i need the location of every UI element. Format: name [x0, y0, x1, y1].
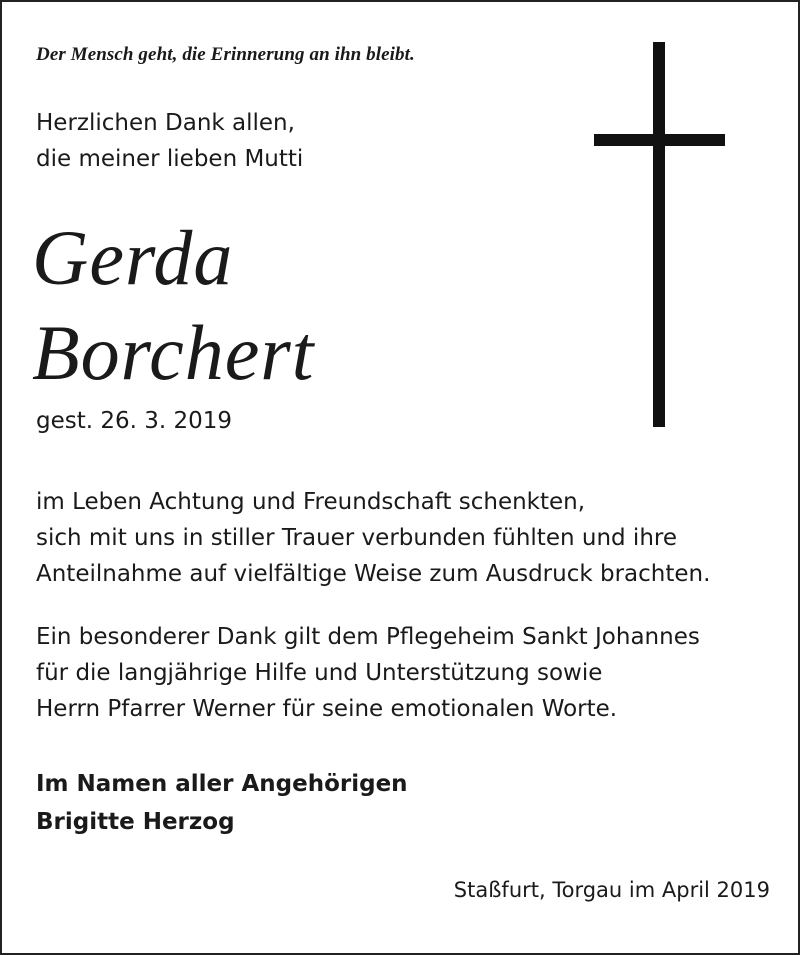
cross-horizontal-bar [594, 134, 725, 146]
thanks-line: Herrn Pfarrer Werner für seine emotionalen Worte. [36, 696, 618, 722]
intro-text [36, 105, 303, 177]
signature-name: Brigitte Herzog [36, 809, 235, 835]
intro-line: die meiner lieben Mutti [36, 146, 304, 172]
signature-line: Im Namen aller Angehörigen [36, 771, 408, 797]
place-date: Staßfurt, Torgau im April 2019 [453, 878, 770, 902]
thanks-line: für die langjährige Hilfe und Unterstützung sowie [36, 660, 603, 686]
cross-icon [594, 42, 725, 427]
deceased-name [32, 210, 314, 400]
thanks-paragraph-2 [36, 619, 700, 727]
thanks-line: im Leben Achtung und Freundschaft schenkten, [36, 489, 586, 515]
cross-vertical-bar [653, 42, 665, 427]
thanks-line: Ein besonderer Dank gilt dem Pflegeheim Sankt Johannes [36, 624, 700, 650]
deceased-first-name: Gerda [32, 214, 234, 301]
thanks-line: sich mit uns in stiller Trauer verbunden fühlten und ihre [36, 525, 678, 551]
signature [36, 765, 408, 841]
thanks-paragraph-1 [36, 484, 710, 592]
deceased-last-name: Borchert [32, 309, 315, 396]
death-date: gest. 26. 3. 2019 [36, 408, 233, 434]
motto: Der Mensch geht, die Erinnerung an ihn bleibt. [36, 44, 415, 65]
intro-line: Herzlichen Dank allen, [36, 110, 295, 136]
thanks-line: Anteilnahme auf vielfältige Weise zum Ausdruck brachten. [36, 561, 711, 587]
